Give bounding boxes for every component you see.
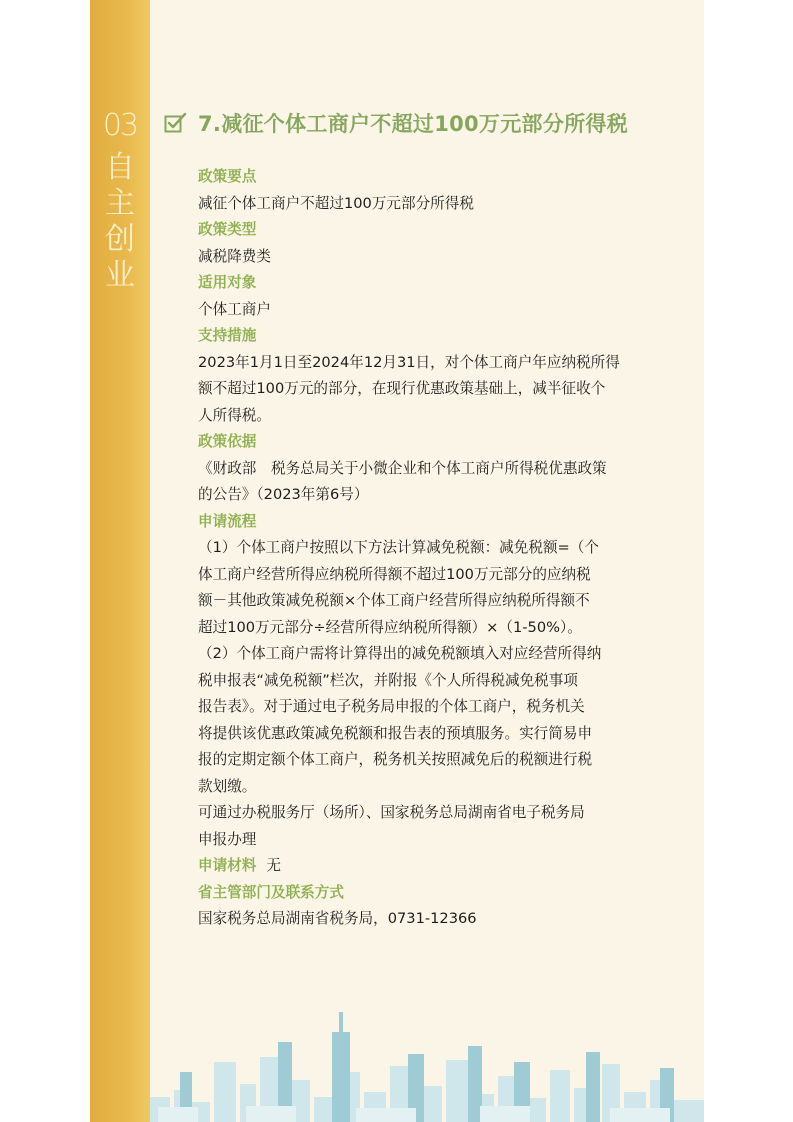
basis-line: 的公告》（2023年第6号） — [198, 486, 369, 503]
process-line: 将提供该优惠政策减免税额和报告表的预填服务。实行简易申 — [198, 724, 593, 742]
process-line: 申报办理 — [198, 830, 257, 848]
label-contact: 省主管部门及联系方式 — [198, 883, 344, 901]
policy-heading — [164, 108, 628, 138]
label-measures: 支持措施 — [198, 327, 257, 344]
basis-line: 《财政部 税务总局关于小微企业和个体工商户所得税优惠政策 — [198, 459, 607, 477]
chapter-label — [90, 150, 150, 294]
policy-point-text: 减征个体工商户不超过100万元部分所得税 — [198, 194, 474, 212]
process-line: 款划缴。 — [198, 777, 257, 795]
chapter-label-char: 主 — [105, 186, 135, 221]
chapter-sidebar — [90, 0, 150, 1122]
measures-line: 人所得税。 — [198, 406, 271, 424]
measures-line: 额不超过100万元的部分，在现行优惠政策基础上，减半征收个 — [198, 380, 606, 397]
materials-text: 无 — [266, 857, 281, 874]
process-line: 税申报表“减免税额”栏次，并附报《个人所得税减免税事项 — [198, 671, 578, 689]
process-line: 体工商户经营所得应纳税所得额不超过100万元部分的应纳税 — [198, 565, 591, 583]
label-policy-type: 政策类型 — [198, 221, 257, 238]
contact-text: 国家税务总局湖南省税务局，0731-12366 — [198, 910, 477, 927]
label-process: 申请流程 — [198, 512, 257, 530]
policy-content — [198, 164, 648, 933]
target-text: 个体工商户 — [198, 300, 271, 318]
label-basis: 政策依据 — [198, 433, 257, 450]
materials-row — [198, 853, 648, 880]
chapter-label-char: 创 — [105, 222, 135, 257]
label-materials: 申请材料 — [198, 857, 257, 874]
chapter-number: 03 — [102, 108, 138, 143]
policy-title: 7.减征个体工商户不超过100万元部分所得税 — [198, 112, 629, 136]
process-line: （2）个体工商户需将计算得出的减免税额填入对应经营所得纳 — [198, 645, 602, 662]
policy-type-text: 减税降费类 — [198, 247, 271, 265]
process-line: 超过100万元部分÷经营所得应纳税所得额）×（1-50%）。 — [198, 618, 582, 636]
process-line: 可通过办税服务厅（场所）、国家税务总局湖南省电子税务局 — [198, 804, 585, 821]
process-line: （1）个体工商户按照以下方法计算减免税额：减免税额=（个 — [198, 539, 599, 556]
chapter-label-char: 业 — [105, 258, 135, 293]
label-target: 适用对象 — [198, 274, 257, 291]
process-line: 额－其他政策减免税额×个体工商户经营所得应纳税所得额不 — [198, 592, 590, 609]
measures-line: 2023年1月1日至2024年12月31日，对个体工商户年应纳税所得 — [198, 353, 620, 371]
city-skyline-illustration — [150, 1002, 704, 1122]
checkbox-check-icon — [164, 112, 188, 134]
chapter-label-char: 自 — [105, 150, 135, 185]
process-line: 报告表》。对于通过电子税务局申报的个体工商户，税务机关 — [198, 698, 585, 715]
process-line: 报的定期定额个体工商户，税务机关按照减免后的税额进行税 — [198, 751, 593, 768]
page — [90, 0, 704, 1122]
label-policy-point: 政策要点 — [198, 168, 257, 185]
